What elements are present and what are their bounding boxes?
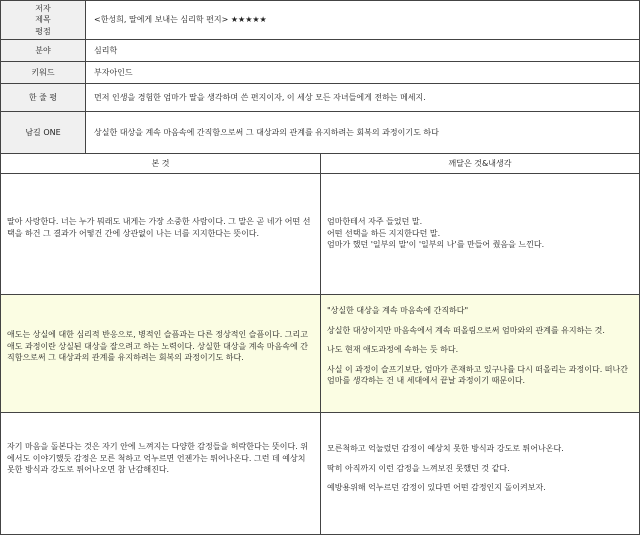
field-value-category: 심리학 [85, 39, 640, 62]
row-1-thoughts-line: 어떤 선택을 하든 지지한다던 말. [327, 228, 441, 238]
row-1-seen-text: 딸아 사랑한다. 너는 누가 뭐래도 내게는 가장 소중한 사람이다. 그 말은 곧 네가 어떤 선택을 하건 그 결과가 어떻건 간에 상관없이 나는 너를 지지한다는 뜻이다. [7, 217, 311, 238]
field-value-keyword: 부자아인드 [85, 61, 640, 84]
row-3-thoughts [320, 412, 640, 535]
header-label-line: 평점 [35, 26, 51, 36]
header-label-line: 제목 [35, 15, 51, 25]
field-label-keyword: 키워드 [0, 61, 86, 84]
row-3-thoughts-line: 예방용위해 억누르던 감정이 있다면 어떤 감정인지 돌이켜보자. [327, 483, 546, 493]
row-2-seen-text: 애도는 상실에 대한 심리적 반응으로, 병적인 슬픔과는 다른 정상적인 슬픔이다. 그리고 애도 과정이란 상실된 대상을 잘으려고 하는 노력이다. 상실한 대상을 계속 마음속에 간직함으로써 그 대상과의 관계를 유지하려는 회복의 과정이기도 하다. [7, 330, 308, 363]
row-2-thoughts-line: "상실한 대상을 계속 마음속에 간직하다" [327, 306, 469, 315]
field-label-category: 분야 [0, 39, 86, 62]
row-3-seen-text: 자기 마음을 돌본다는 것은 자기 안에 느껴지는 다양한 감정들을 허락한다는 뜻이다. 위에서도 이야기했듯 감정은 모른 척하고 억누르면 언젠가는 튀어나온다. 그런 데 예상치 못한 방식과 강도로 튀어나오면 참 난감해진다. [7, 442, 308, 475]
row-2-thoughts-line: 사실 이 과정이 슬프기보단, 엄마가 존재하고 있구나를 다시 떠올리는 과정이다. 떠나간 엄마를 생각하는 건 내 세대에서 끝날 과정이기 때문이다. [327, 364, 628, 386]
row-3-thoughts-line: 모른척하고 억눌렀던 감정이 예상치 못한 방식과 강도로 튀어나온다. [327, 444, 564, 453]
column-header-seen: 본 것 [0, 153, 321, 174]
row-2-thoughts [320, 294, 640, 413]
header-label-line: 저자 [35, 3, 51, 13]
row-1-thoughts-line: 엄마한테서 자주 들었던 말. [327, 217, 423, 226]
row-1-thoughts-line: 엄마가 했던 '일부의 말'이 '일부의 나'를 만들어 줬음을 느낀다. [327, 240, 545, 250]
row-1-thoughts [320, 173, 640, 295]
row-2-thoughts-line: 나도 현재 애도과정에 속하는 듯 하다. [327, 345, 459, 355]
row-2-seen [0, 294, 321, 413]
header-label [0, 0, 86, 40]
row-2-thoughts-line: 상실한 대상이지만 마음속에서 계속 떠올림으로써 엄마와의 관계를 유지하는 것. [327, 325, 605, 335]
column-header-thoughts: 깨달은 것&내생각 [320, 153, 640, 174]
row-3-thoughts-line: 딱히 아직까지 이런 감정을 느껴보진 못했던 것 같다. [327, 463, 510, 473]
book-title: <한성희, 딸에게 보내는 심리학 편지> ★★★★★ [85, 0, 640, 40]
field-label-summary: 한 줄 평 [0, 83, 86, 112]
row-3-seen [0, 412, 321, 535]
field-label-one: 남길 ONE [0, 111, 86, 154]
row-1-seen [0, 173, 321, 295]
field-value-one: 상실한 대상을 계속 마음속에 간직함으로써 그 대상과의 관계를 유지하려는 회복의 과정이기도 하다 [85, 111, 640, 154]
field-value-summary: 먼저 인생을 경험한 엄마가 딸을 생각하며 쓴 편지이자, 이 세상 모든 자녀들에게 전하는 메세지. [85, 83, 640, 112]
